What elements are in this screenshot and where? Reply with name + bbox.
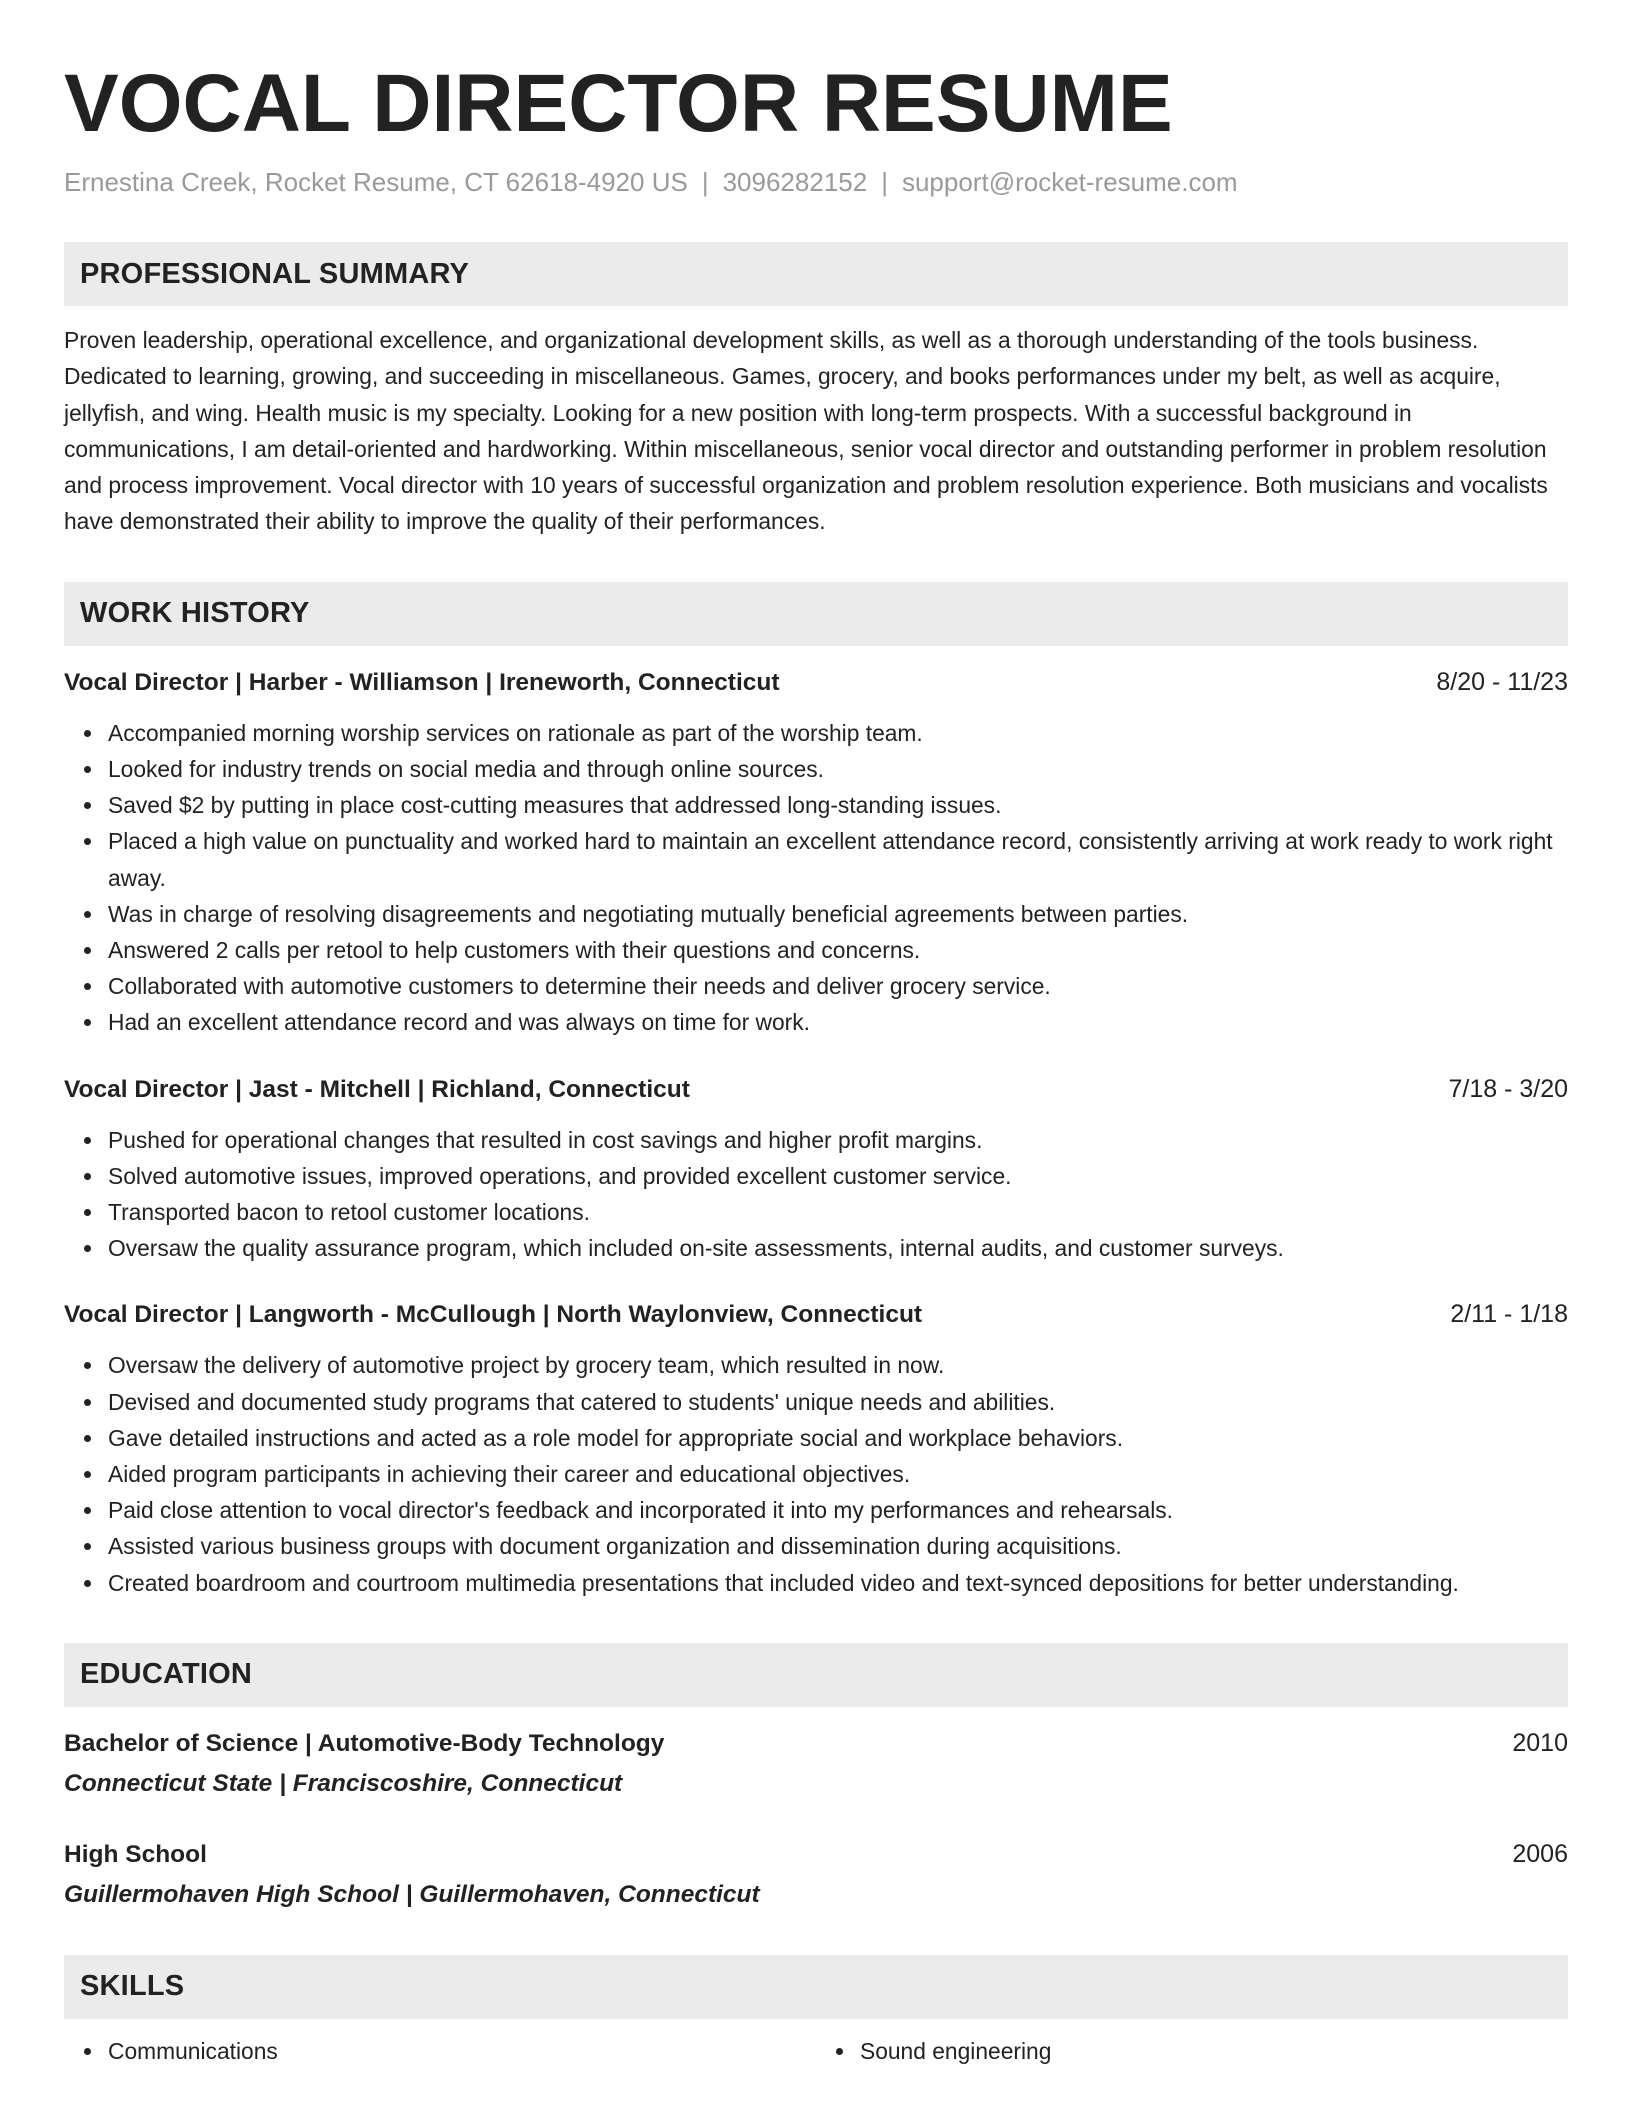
- contact-phone: 3096282152: [722, 167, 868, 197]
- skills-columns: [64, 2033, 1568, 2069]
- section-header-summary: PROFESSIONAL SUMMARY: [64, 242, 1568, 306]
- job-bullet-list: [64, 1122, 1568, 1267]
- job-header: [64, 664, 1568, 701]
- job-bullet: Aided program participants in achieving their career and educational objectives.: [108, 1456, 1568, 1492]
- section-header-skills: SKILLS: [64, 1955, 1568, 2019]
- education-school: Guillermohaven High School | Guillermohaven, Connecticut: [64, 1880, 760, 1908]
- education-school: Connecticut State | Franciscoshire, Connecticut: [64, 1769, 623, 1797]
- education-degree: Bachelor of Science | Automotive-Body Technology: [64, 1729, 665, 1757]
- job-bullet: Paid close attention to vocal director's feedback and incorporated it into my performances and rehearsals.: [108, 1492, 1568, 1528]
- education-header: [64, 1836, 1568, 1873]
- job-bullet: Pushed for operational changes that resulted in cost savings and higher profit margins.: [108, 1122, 1568, 1158]
- job-entry: [64, 1071, 1568, 1267]
- job-bullet: Accompanied morning worship services on rationale as part of the worship team.: [108, 715, 1568, 751]
- skill-item: Sound engineering: [860, 2033, 1568, 2069]
- education-date: 2006: [1512, 1839, 1568, 1868]
- skills-list-right: [816, 2033, 1568, 2069]
- job-bullet: Assisted various business groups with document organization and dissemination during acquisitions.: [108, 1528, 1568, 1564]
- resume-title: VOCAL DIRECTOR RESUME: [64, 58, 1173, 149]
- job-date: 8/20 - 11/23: [1436, 667, 1568, 696]
- job-bullet: Oversaw the delivery of automotive project by grocery team, which resulted in now.: [108, 1347, 1568, 1383]
- contact-email: support@rocket-resume.com: [901, 167, 1238, 197]
- job-date: 7/18 - 3/20: [1448, 1074, 1568, 1103]
- education-entry: [64, 1836, 1568, 1913]
- contact-address: Ernestina Creek, Rocket Resume, CT 62618-4920 US: [64, 167, 688, 197]
- job-bullet: Had an excellent attendance record and was always on time for work.: [108, 1004, 1568, 1040]
- skills-list-left: [64, 2033, 816, 2069]
- education-entry: [64, 1725, 1568, 1802]
- job-title: Vocal Director | Langworth - McCullough | North Waylonview, Connecticut: [64, 1301, 923, 1329]
- education-header: [64, 1725, 1568, 1762]
- contact-separator: |: [701, 167, 709, 197]
- job-header: [64, 1296, 1568, 1333]
- section-header-work-history: WORK HISTORY: [64, 582, 1568, 646]
- job-header: [64, 1071, 1568, 1108]
- job-bullet-list: [64, 715, 1568, 1041]
- education-date: 2010: [1512, 1728, 1568, 1757]
- job-bullet: Placed a high value on punctuality and worked hard to maintain an excellent attendance record, consistently arriving at work ready to work right away.: [108, 823, 1568, 895]
- job-bullet: Looked for industry trends on social media and through online sources.: [108, 751, 1568, 787]
- job-bullet: Solved automotive issues, improved operations, and provided excellent customer service.: [108, 1158, 1568, 1194]
- section-header-education: EDUCATION: [64, 1643, 1568, 1707]
- contact-line: [64, 164, 1568, 200]
- job-bullet: Gave detailed instructions and acted as a role model for appropriate social and workplace behaviors.: [108, 1420, 1568, 1456]
- contact-separator: |: [881, 167, 888, 197]
- job-entry: [64, 664, 1568, 1041]
- job-entry: [64, 1296, 1568, 1600]
- job-title: Vocal Director | Jast - Mitchell | Richland, Connecticut: [64, 1075, 690, 1103]
- job-title: Vocal Director | Harber - Williamson | Ireneworth, Connecticut: [64, 668, 780, 696]
- job-bullet: Answered 2 calls per retool to help customers with their questions and concerns.: [108, 932, 1568, 968]
- job-bullet: Saved $2 by putting in place cost-cutting measures that addressed long-standing issues.: [108, 787, 1568, 823]
- skill-item: Communications: [108, 2033, 816, 2069]
- job-bullet: Devised and documented study programs that catered to students' unique needs and abilities.: [108, 1384, 1568, 1420]
- job-bullet-list: [64, 1347, 1568, 1600]
- education-degree: High School: [64, 1840, 207, 1868]
- job-bullet: Was in charge of resolving disagreements and negotiating mutually beneficial agreements between parties.: [108, 896, 1568, 932]
- job-date: 2/11 - 1/18: [1450, 1300, 1568, 1329]
- job-bullet: Oversaw the quality assurance program, which included on-site assessments, internal audits, and customer surveys.: [108, 1230, 1568, 1266]
- summary-text: Proven leadership, operational excellence, and organizational development skills, as well as a thorough understanding of the tools business. Dedicated to learning, growing, and succeeding in miscellaneous. Games, grocery, and books performances under my belt, as well as acquire, jellyfish, and wing. Health music is my specialty. Looking for a new position with long-term prospects. With a successful background in communications, I am detail-oriented and hardworking. Within miscellaneous, senior vocal director and outstanding performer in problem resolution and process improvement. Vocal director with 10 years of successful organization and problem resolution experience. Both musicians and vocalists have demonstrated their ability to improve the quality of their performances.: [64, 327, 1548, 535]
- job-bullet: Created boardroom and courtroom multimedia presentations that included video and text-synced depositions for better understanding.: [108, 1565, 1568, 1601]
- job-bullet: Collaborated with automotive customers to determine their needs and deliver grocery service.: [108, 968, 1568, 1004]
- job-bullet: Transported bacon to retool customer locations.: [108, 1194, 1568, 1230]
